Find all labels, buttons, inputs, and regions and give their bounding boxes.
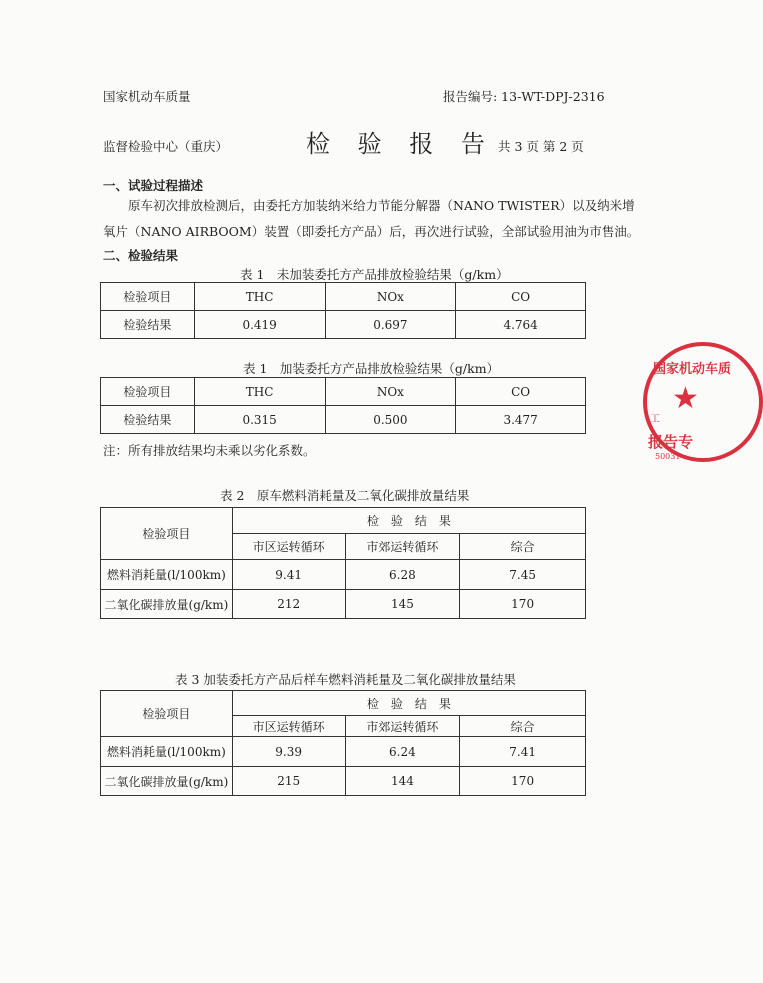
table2-col-suburban: 市郊运转循环 <box>345 534 460 560</box>
table3-result-header: 检 验 结 果 <box>232 691 585 716</box>
table2-col-combined: 综合 <box>460 534 586 560</box>
table3-fuel-label: 燃料消耗量(l/100km) <box>101 737 233 767</box>
table1b-nox-value: 0.500 <box>325 406 456 434</box>
table2-fuel-suburban: 6.28 <box>345 560 460 590</box>
table2-co2-suburban: 145 <box>345 590 460 619</box>
table1a-nox-value: 0.697 <box>325 311 456 339</box>
table2-fuel-label: 燃料消耗量(l/100km) <box>101 560 233 590</box>
table1a-header-co: CO <box>456 283 586 311</box>
table3 <box>100 690 586 796</box>
table1b-co-value: 3.477 <box>456 406 586 434</box>
section1-para-line2: 氧片（NANO AIRBOOM）装置（即委托方产品）后，再次进行试验，全部试验用油为市售油。 <box>103 224 640 239</box>
section1-heading: 一、试验过程描述 <box>103 178 204 193</box>
table1a-thc-value: 0.419 <box>194 311 325 339</box>
table1b <box>100 377 586 434</box>
report-number: 报告编号: 13-WT-DPJ-2316 <box>443 89 605 104</box>
table2-fuel-combined: 7.45 <box>460 560 586 590</box>
table1a-header-thc: THC <box>194 283 325 311</box>
table3-col-combined: 综合 <box>460 716 586 737</box>
table1b-thc-value: 0.315 <box>194 406 325 434</box>
table3-co2-suburban: 144 <box>345 767 460 796</box>
table2-fuel-urban: 9.41 <box>232 560 345 590</box>
table2 <box>100 507 586 619</box>
table1b-result-label: 检验结果 <box>101 406 195 434</box>
seal-mid-text: 报告专 <box>648 433 694 451</box>
table3-co2-combined: 170 <box>460 767 586 796</box>
table2-co2-label: 二氧化碳排放量(g/km) <box>101 590 233 619</box>
seal-number: 50031 <box>655 452 681 461</box>
table3-fuel-suburban: 6.24 <box>345 737 460 767</box>
table1b-header-item: 检验项目 <box>101 378 195 406</box>
table2-co2-combined: 170 <box>460 590 586 619</box>
page-title: 检 验 报 告 <box>306 130 495 158</box>
table1b-header-nox: NOx <box>325 378 456 406</box>
table3-co2-urban: 215 <box>232 767 345 796</box>
table2-caption: 表 2 原车燃料消耗量及二氧化碳排放量结果 <box>220 488 470 503</box>
table1a-co-value: 4.764 <box>456 311 586 339</box>
table3-caption: 表 3 加装委托方产品后样车燃料消耗量及二氧化碳排放量结果 <box>175 672 516 687</box>
table2-item-header: 检验项目 <box>101 508 233 560</box>
table1a-caption: 表 1 未加装委托方产品排放检验结果（g/km） <box>240 267 509 282</box>
table2-result-header: 检 验 结 果 <box>232 508 585 534</box>
seal-star-icon: ★ <box>672 381 699 416</box>
table2-col-urban: 市区运转循环 <box>232 534 345 560</box>
table1a-result-label: 检验结果 <box>101 311 195 339</box>
table1b-header-co: CO <box>456 378 586 406</box>
table1b-caption: 表 1 加装委托方产品排放检验结果（g/km） <box>243 361 500 376</box>
seal-top-text: 国家机动车质 <box>653 362 732 377</box>
emission-note: 注：所有排放结果均未乘以劣化系数。 <box>103 443 316 458</box>
org-name-line2: 监督检验中心（重庆） <box>103 139 229 154</box>
page-count: 共 3 页 第 2 页 <box>498 139 584 154</box>
table2-co2-urban: 212 <box>232 590 345 619</box>
table1b-header-thc: THC <box>194 378 325 406</box>
table1a-header-nox: NOx <box>325 283 456 311</box>
section1-para-line1: 原车初次排放检测后，由委托方加装纳米给力节能分解器（NANO TWISTER）以及纳米增 <box>128 198 635 213</box>
table3-fuel-combined: 7.41 <box>460 737 586 767</box>
org-name-line1: 国家机动车质量 <box>103 89 191 104</box>
table1a <box>100 282 586 339</box>
seal-side-text: 工 <box>650 414 660 425</box>
table3-item-header: 检验项目 <box>101 691 233 737</box>
table3-col-urban: 市区运转循环 <box>232 716 345 737</box>
table3-col-suburban: 市郊运转循环 <box>345 716 460 737</box>
section2-heading: 二、检验结果 <box>103 248 179 263</box>
official-seal <box>643 342 763 462</box>
table3-fuel-urban: 9.39 <box>232 737 345 767</box>
table1a-header-item: 检验项目 <box>101 283 195 311</box>
table3-co2-label: 二氧化碳排放量(g/km) <box>101 767 233 796</box>
